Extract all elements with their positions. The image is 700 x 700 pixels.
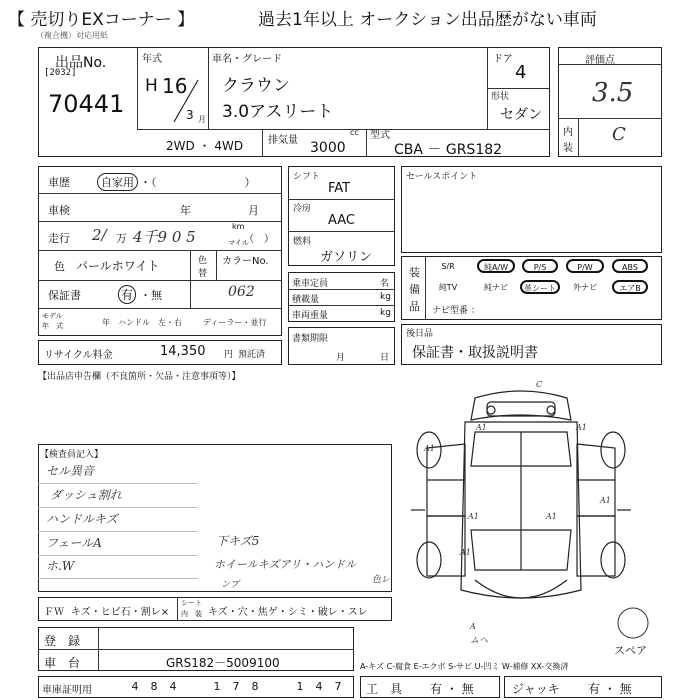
color-change-label-2: 替 [198,269,208,279]
doc-deadline-month: 月 [336,353,346,363]
later-items-label: 後日品 [406,329,434,339]
recycle-value: 14,350 [160,344,206,359]
name-label: 車名・グレード [212,54,282,65]
displacement-value: 3000 [310,140,346,156]
year-label: 年式 [142,54,162,65]
shift-value: FAT [328,181,351,196]
banner [0,0,700,30]
inspector-note-7: ホイールキズアリ・ハンドル [214,558,357,571]
diagram-mark-7: A1 [460,548,471,557]
tools-label: 工 具 [366,682,403,696]
inspector-note-2: ダッシュ割れ [50,488,122,502]
shape-label: 形状 [491,92,510,102]
load-unit: kg [380,292,391,302]
year-value: 16 [162,74,188,98]
equip-navi-model: ナビ型番 ： [432,306,480,316]
shift-label: シフト [293,172,321,182]
seller-notes-label: 【出品店申告欄（不良箇所・欠品・注意事項等）】 [38,372,241,382]
score-value: 3.5 [592,78,634,108]
banner-left: 【 売切りEXコーナー 】 [8,10,195,30]
spare-label: スペア [614,644,647,657]
inspector-note-10: ムヘ [470,636,489,646]
fw-label: ＦＷ [44,607,64,618]
aircon-value: AAC [328,213,355,228]
lot-code: [2032] [44,68,77,78]
equip-pw: P/W [566,259,604,273]
jack-value: 有 ・ 無 [588,682,632,696]
inspector-note-1: セル異音 [46,464,95,478]
interior-label-1: 内 [563,127,573,138]
score-label: 評価点 [585,55,615,66]
diagram-mark-6: A1 [546,512,557,521]
model-year-label-2: 年 式 [42,322,63,330]
weight-unit: kg [380,308,391,318]
damage-legend: A-キズ C-腐食 E-エクボ S-サビ U-凹ミ W-補修 XX-交換済 [360,662,569,671]
doors-label: ドア [493,54,513,65]
car-diagram [405,380,637,632]
header-note: （複合機）対応用紙 [36,31,108,40]
diagram-mark-2: A1 [576,423,587,432]
recycle-label: リサイクル料金 [44,350,113,361]
equip-leather: 革シート [520,280,560,294]
doors-value: 4 [515,62,527,83]
inspection-year-unit: 年 [180,204,191,217]
displacement-unit: cc [350,128,359,137]
fuel-value: ガソリン [320,250,373,265]
seat-text: キズ・穴・焦ゲ・シミ・破レ・スレ [208,607,368,618]
equipment-label-1: 装 [409,266,420,279]
cert-digit: 7 [232,680,240,693]
grade-name: 3.0アスリート [222,102,334,122]
cert-digit: 4 [169,680,177,693]
inspector-note-8: ンブ [221,580,240,590]
equip-abs: ABS [612,259,648,273]
diagram-mark-4: A1 [600,496,611,505]
banner-right: 過去1年以上 オークション出品歴がない車両 [258,10,597,30]
year-era: H [145,76,158,96]
seat-label-2: 内 装 [181,610,202,618]
inspection-label: 車検 [48,204,70,217]
doc-deadline-day: 日 [380,353,390,363]
color-label: 色 [54,260,65,273]
warranty-has: 有 [118,285,136,304]
recycle-unit: 円 [224,350,234,360]
equipment-label-3: 品 [409,300,420,313]
history-rest: ・（ ） [140,176,256,189]
info-left [38,166,282,336]
history-value: 自家用 [97,173,138,191]
model-name: クラウン [222,76,290,96]
warranty-label: 保証書 [48,289,81,302]
mileage-digits: 4千9 0 5 [133,228,196,246]
weight-label: 車両重量 [292,311,329,321]
shape-value: セダン [500,107,543,123]
cert-digit: 1 [296,680,304,693]
recycle-deposit: 預託済 [238,350,266,360]
mileage-unit-mile: マイル [228,239,249,247]
model-code-label: 型式 [370,130,390,141]
capacity-label: 乗車定員 [292,279,329,289]
registration-label: 登 録 [44,634,81,648]
diagram-mark-9: A [470,622,476,631]
equip-ext-navi: 外ナビ [573,283,597,292]
doc-deadline-label: 書類期限 [292,334,329,344]
year-month: 3 [186,108,194,122]
seat-label-1: シート [181,599,202,607]
inspector-note-3: ハンドルキズ [46,512,118,526]
fw-text: キズ・ヒビ石・割レ× [71,607,170,618]
model-year-year: 年 [102,318,110,327]
interior-label-2: 装 [563,143,573,154]
model-year-label-1: モデル [42,312,63,320]
inspection-month-unit: 月 [248,204,259,217]
diagram-mark-8: C [536,380,543,389]
model-code-value: CBA － GRS182 [394,142,503,158]
cert-digit: 4 [315,680,323,693]
displacement-label: 排気量 [268,135,298,146]
inspector-note-6: 下キズ5 [216,534,260,548]
capacity-unit: 名 [380,279,390,289]
year-month-unit: 月 [198,115,206,124]
equipment-label-2: 備 [409,283,420,296]
mileage-paren: （ ） [244,234,274,245]
equip-airbag: エアB [612,280,648,294]
color-change-label-1: 色 [198,256,208,266]
sales-point-label: セールスポイント [406,172,478,182]
color-code-label: カラーNo. [222,256,269,267]
cert-label: 車庫証明用 [42,685,92,696]
cert-digit: 8 [251,680,259,693]
lot-number: 70441 [48,90,125,118]
history-label: 車歴 [48,176,70,189]
chassis-label: 車 台 [44,656,81,670]
color-value: パールホワイト [76,259,160,273]
equip-ps: P/S [522,259,558,273]
cert-digit: 7 [334,680,342,693]
fuel-label: 燃料 [293,237,312,247]
load-label: 積載量 [292,295,320,305]
interior-value: C [612,124,626,145]
mileage-label: 走行 [48,232,70,245]
later-items-value: 保証書・取扱説明書 [412,345,538,361]
cert-digit: 4 [131,680,139,693]
jack-label: ジャッキ [512,682,560,696]
warranty-none: ・無 [140,289,162,302]
mileage-unit-km: km [232,222,245,231]
inspector-note-5: ホ.W [46,559,75,573]
aircon-label: 冷房 [293,204,312,214]
tools-value: 有 ・ 無 [430,682,474,696]
drive-text: 2WD ・ 4WD [166,139,244,153]
equip-tv: 純TV [438,283,458,292]
inspector-note-9: 色レ [372,575,391,585]
cert-digit: 1 [213,680,221,693]
mileage-man-unit: 万 [116,232,127,245]
lot-label: 出品No. [55,55,107,71]
diagram-mark-1: A1 [476,423,487,432]
mileage-man: 2/ [92,226,107,244]
inspector-label: 【検査員記入】 [40,450,104,460]
model-year-dealer: ディーラー・並行 [203,318,267,327]
equip-alloy: 純A/W [477,259,515,273]
diagram-mark-3: A1 [424,444,435,453]
inspector-note-4: フェールA [46,536,102,550]
diagram-mark-5: A1 [468,512,479,521]
equip-sr: S/R [441,262,455,271]
spare-tire-icon [615,605,651,641]
model-year-handle: ハンドル 左・右 [118,318,182,327]
equip-navi: 純ナビ [484,283,508,292]
color-code-value: 062 [228,284,255,300]
cert-digit: 8 [150,680,158,693]
chassis-value: GRS182－5009100 [166,656,280,670]
